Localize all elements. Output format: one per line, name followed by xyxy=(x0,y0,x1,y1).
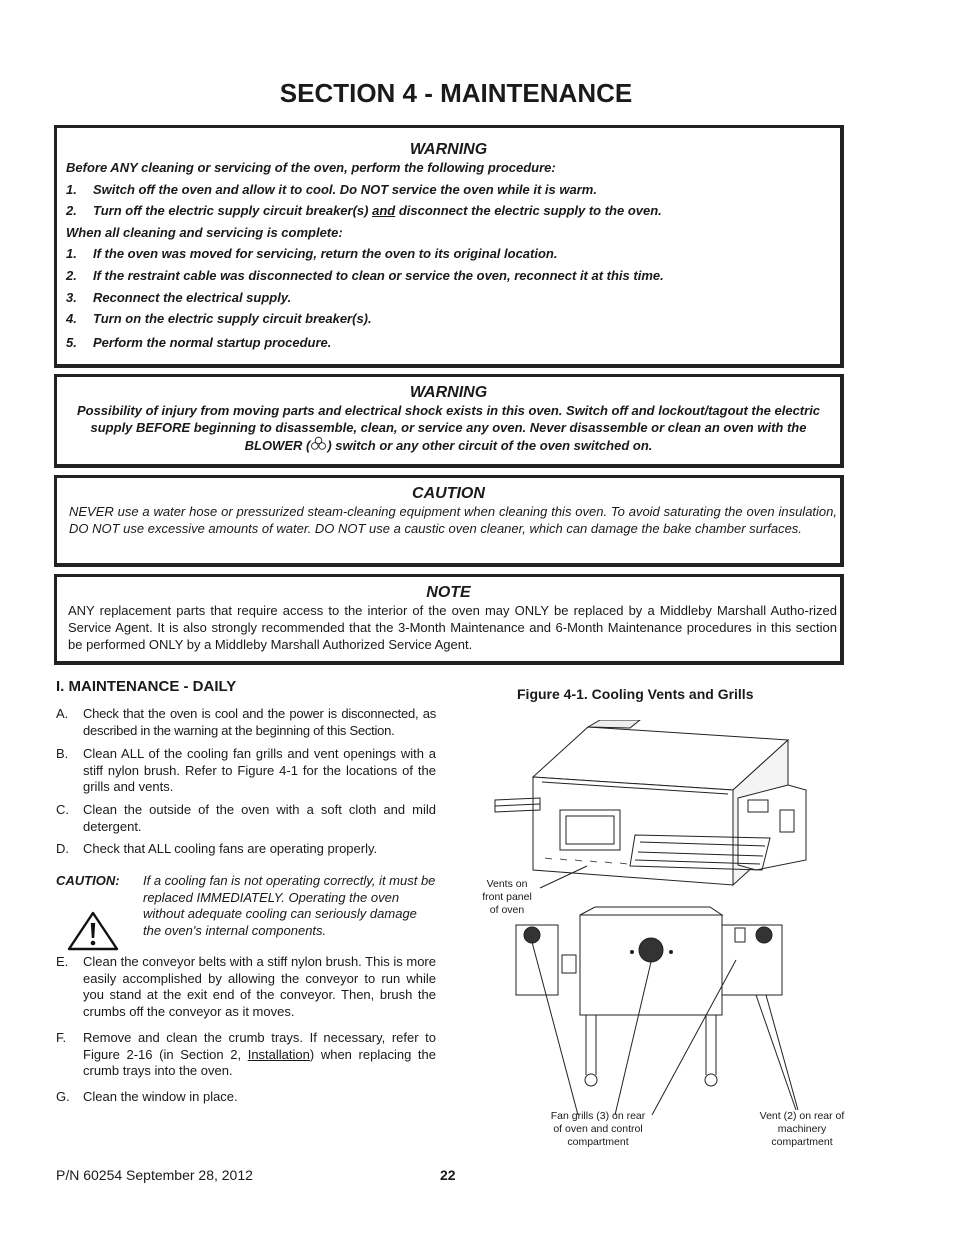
caution-inline-text: If a cooling fan is not operating correctly, it must be replaced IMMEDIATELY. Operating the oven without adequate cooling can seriously damage the oven's internal components. xyxy=(143,873,436,938)
warning-box-injury xyxy=(54,374,844,468)
list-item: G. Clean the window in place. xyxy=(56,1089,238,1104)
caution-label: CAUTION: xyxy=(56,873,120,888)
caution-box xyxy=(54,475,844,567)
completion-step: 4. Turn on the electric supply circuit breaker(s). xyxy=(66,311,372,327)
list-item: C. Clean the outside of the oven with a soft cloth and mild detergent. xyxy=(56,802,436,834)
list-item: E. Clean the conveyor belts with a stiff nylon brush. This is more easily accomplished by allowing the conveyor to run while you stand at the exit end of the conveyor. Then, brush the crumbs off the conveyor as it moves. xyxy=(56,954,436,1019)
completion-step: 5. Perform the normal startup procedure. xyxy=(66,334,332,350)
warning-text: Possibility of injury from moving parts and electrical shock exists in this oven. Switch off and lockout/tagout the electric supply BEFORE beginning to disassemble, clean, or service any oven. Never disassemble or clean an oven with the BLOWER ( ) switch or any other circuit of the oven switched on. xyxy=(76,403,821,453)
list-item: A. Check that the oven is cool and the power is disconnected, as described in the warning at the beginning of this Section. xyxy=(56,706,436,738)
note-box xyxy=(54,574,844,665)
callout-rear-vents: Vent (2) on rear of machinery compartment xyxy=(759,1110,845,1148)
procedure-step: 1. Switch off the oven and allow it to cool. Do NOT service the oven while it is warm. xyxy=(66,181,597,197)
page-number: 22 xyxy=(440,1167,456,1183)
callout-front-vents: Vents on front panel of oven xyxy=(482,878,532,916)
completion-step: 2. If the restraint cable was disconnected to clean or service the oven, reconnect it at this time. xyxy=(66,267,664,283)
list-item: D. Check that ALL cooling fans are operating properly. xyxy=(56,841,378,856)
note-text: ANY replacement parts that require access to the interior of the oven may ONLY be replaced by a Middleby Marshall Autho-rized Service Agent. It is also strongly recommended that the 3-Month Maintenance and 6-Month Maintenance procedures in this section be performed ONLY by a Middleby Marshall Authorized Service Agent. xyxy=(68,603,837,652)
figure-title: Figure 4-1. Cooling Vents and Grills xyxy=(517,686,754,702)
list-item: F. Remove and clean the crumb trays. If necessary, refer to Figure 2-16 (in Section 2, Installation) when replacing the crumb trays into the oven. xyxy=(56,1030,436,1079)
footer-part-number: P/N 60254 September 28, 2012 xyxy=(56,1167,253,1183)
procedure-step: 2. Turn off the electric supply circuit breaker(s) and disconnect the electric supply to the oven. xyxy=(66,203,662,219)
fan-icon xyxy=(310,436,327,455)
warning-box-procedure xyxy=(54,125,844,368)
caution-heading: CAUTION xyxy=(412,485,485,502)
warning-triangle-icon xyxy=(66,910,120,957)
warning-heading: WARNING xyxy=(409,384,488,401)
page-title: SECTION 4 - MAINTENANCE xyxy=(279,78,633,108)
completion-step: 3. Reconnect the electrical supply. xyxy=(66,289,292,305)
warning-intro: Before ANY cleaning or servicing of the oven, perform the following procedure: xyxy=(66,160,556,175)
oven-illustration xyxy=(470,720,850,1120)
section-heading-daily: I. MAINTENANCE - DAILY xyxy=(56,678,237,695)
completion-intro: When all cleaning and servicing is complete: xyxy=(66,224,343,240)
callout-fan-grills: Fan grills (3) on rear of oven and control compartment xyxy=(550,1110,646,1148)
note-heading: NOTE xyxy=(426,584,471,601)
warning-heading: WARNING xyxy=(409,141,488,158)
list-item: B. Clean ALL of the cooling fan grills and vent openings with a stiff nylon brush. Refer to Figure 4-1 for the locations of the grills and vents. xyxy=(56,746,436,795)
completion-step: 1. If the oven was moved for servicing, return the oven to its original location. xyxy=(66,246,558,262)
caution-text: NEVER use a water hose or pressurized steam-cleaning equipment when cleaning this oven. To avoid saturating the oven insulation, DO NOT use excessive amounts of water. DO NOT use a caustic oven cleaner, which can damage the bake chamber surfaces. xyxy=(69,504,837,536)
